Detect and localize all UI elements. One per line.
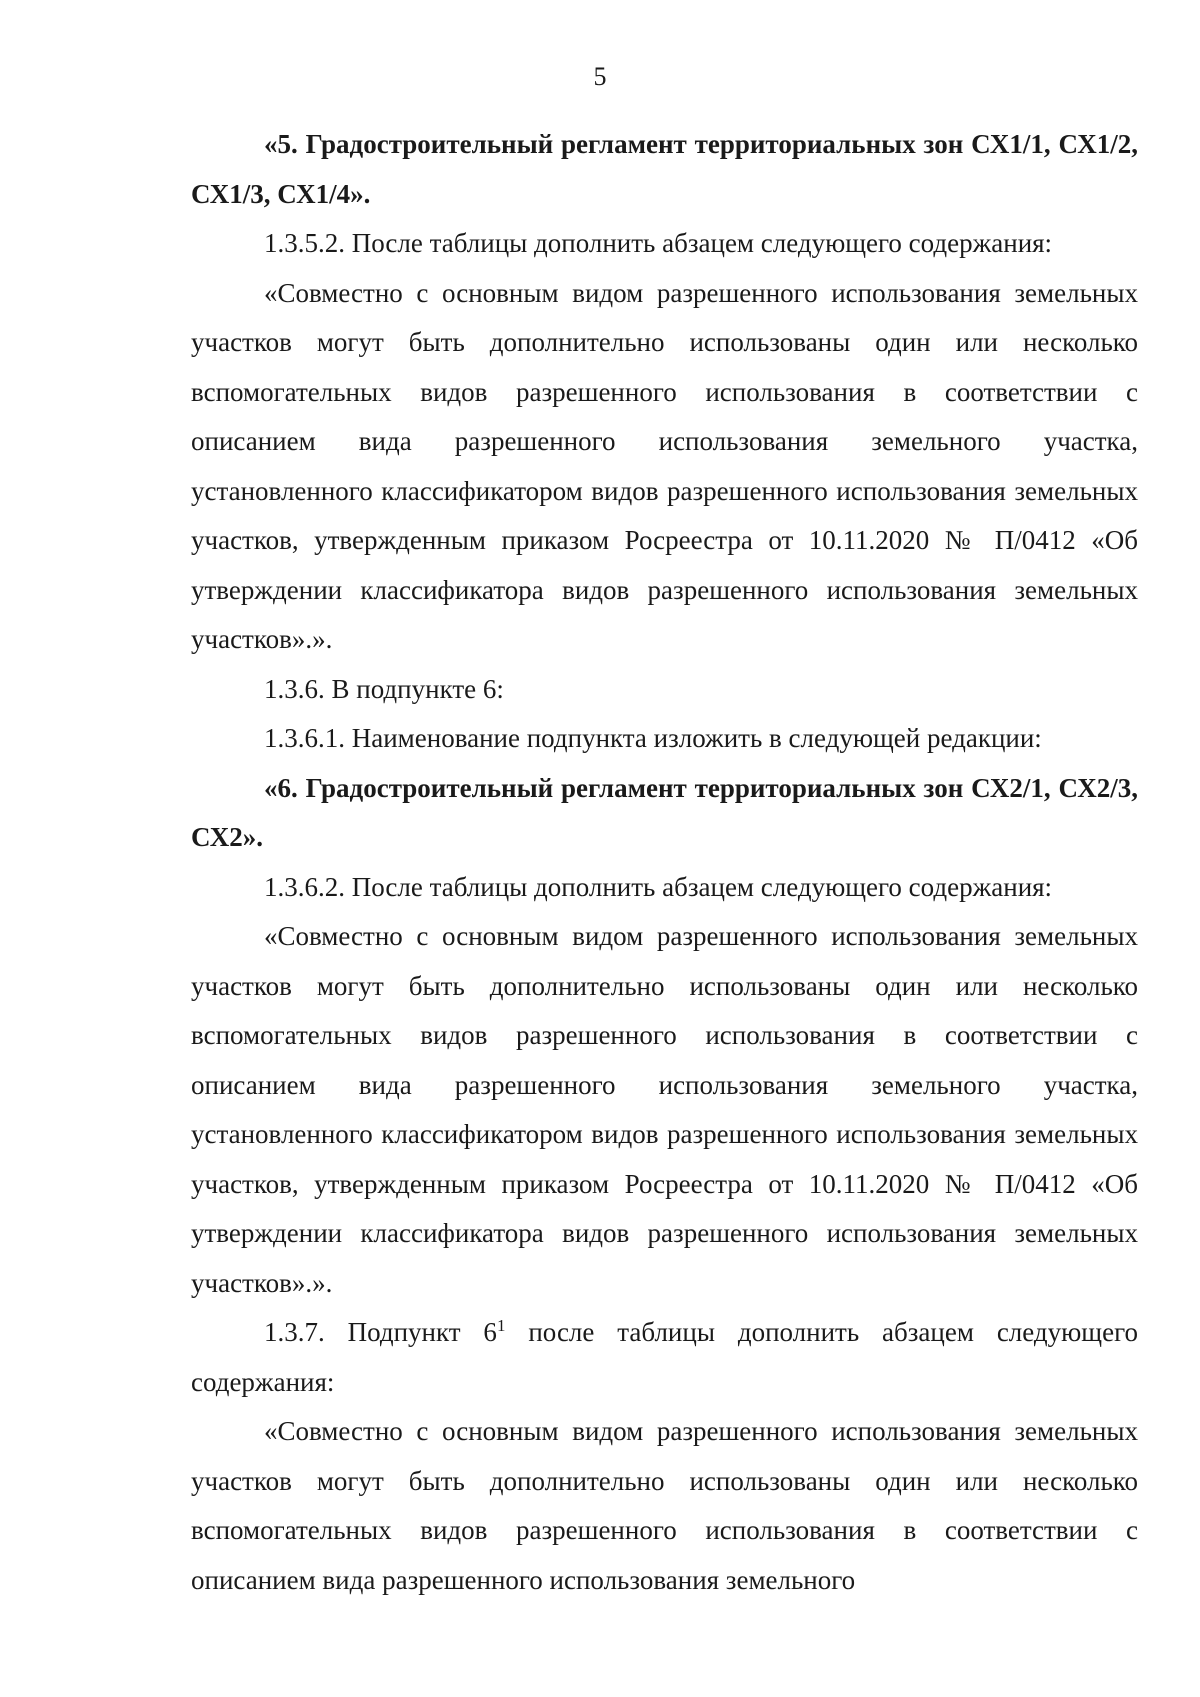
amendment-item-1-3-5-2: 1.3.5.2. После таблицы дополнить абзацем следующего содержания: — [264, 228, 1053, 258]
amendment-item-1-3-7-text-after: после таблицы дополнить абзацем следующего содержания: — [191, 1317, 1138, 1397]
section-heading-5: «5. Градостроительный регламент территориальных зон СХ1/1, СХ1/2, СХ1/3, СХ1/4». — [191, 129, 1138, 209]
amendment-item-1-3-6-2: 1.3.6.2. После таблицы дополнить абзацем следующего содержания: — [264, 871, 1053, 902]
quoted-amendment-text: «Совместно с основным видом разрешенного использования земельных участков могут быть дополнительно использованы один или несколько вспомогательных видов разрешенного использования в соответствии с описанием вида разрешенного использования земельного участка, установленного классификатором видов разрешенного использования земельных участков, утвержденным приказом Росреестра от 10.11.2020 № П/0412 «Об утверждении классификатора видов разрешенного использования земельных участков».». — [191, 277, 1138, 654]
quoted-amendment-text: «Совместно с основным видом разрешенного использования земельных участков могут быть дополнительно использованы один или несколько вспомогательных видов разрешенного использования в соответствии с описанием вида разрешенного использования земельного — [191, 1416, 1138, 1595]
quoted-amendment-text: «Совместно с основным видом разрешенного использования земельных участков могут быть дополнительно использованы один или несколько вспомогательных видов разрешенного использования в соответствии с описанием вида разрешенного использования земельного участка, установленного классификатором видов разрешенного использования земельных участков, утвержденным приказом Росреестра от 10.11.2020 № П/0412 «Об утверждении классификатора видов разрешенного использования земельных участков».». — [191, 921, 1138, 1298]
page-number: 5 — [593, 62, 607, 91]
superscript-marker: 1 — [496, 1316, 506, 1335]
amendment-item-1-3-7-text-before: 1.3.7. Подпункт 6 — [264, 1317, 497, 1347]
document-body — [191, 120, 1138, 1605]
amendment-item-1-3-6: 1.3.6. В подпункте 6: — [264, 673, 504, 704]
amendment-item-1-3-6-1: 1.3.6.1. Наименование подпункта изложить в следующей редакции: — [264, 723, 1042, 753]
section-heading-6: «6. Градостроительный регламент территориальных зон СХ2/1, СХ2/3, СХ2». — [191, 772, 1138, 852]
amendment-item-1-3-7 — [191, 1308, 1138, 1407]
